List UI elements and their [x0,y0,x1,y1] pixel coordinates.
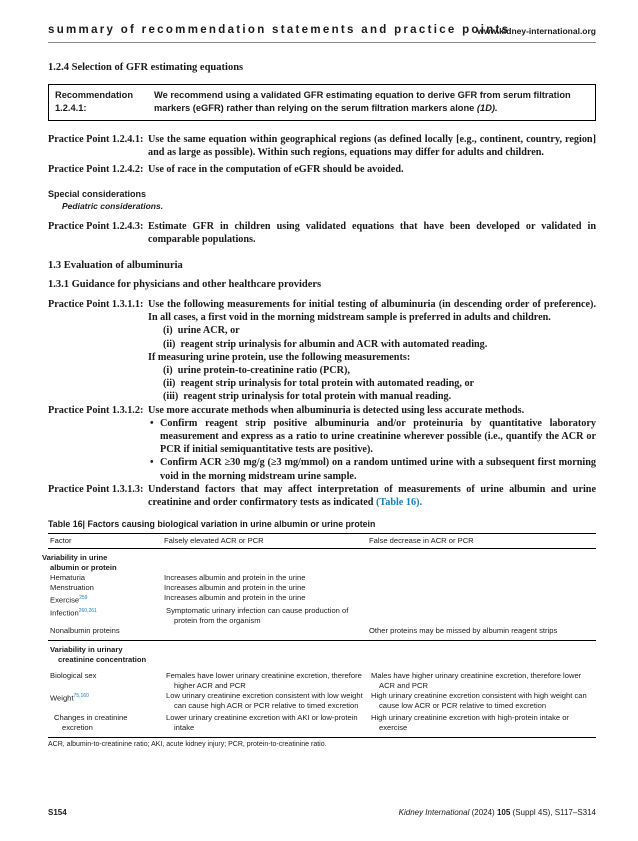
table-16-link[interactable]: (Table 16). [375,497,423,509]
bullet-icon: • [150,417,154,429]
decrease-cell [367,583,596,593]
practice-point-label: Practice Point 1.2.4.2: [48,164,144,176]
decrease-cell: Males have higher urinary creatinine excretion, therefore lower ACR and PCR [371,670,582,690]
elevated-cell: Increases albumin and protein in the urine [164,583,306,593]
practice-point-1-2-4-2 [48,163,596,176]
protein-intro: If measuring urine protein, use the following measurements: [148,351,411,363]
group-label: Variability in urinary creatinine concentration [48,640,162,671]
factor-cell: Menstruation [50,583,94,593]
pediatric-considerations-heading: Pediatric considerations. [62,200,164,211]
bullet-item: • Confirm ACR ≥30 mg/g (≥3 mg/mmol) on a random untimed urine with a subsequent first morning void in the morning midstream urine sample. [150,457,596,482]
practice-point-text: Use more accurate methods when albuminuria is detected using less accurate methods. [148,404,525,416]
elevated-cell: Symptomatic urinary infection can cause production of protein from the organism [166,605,349,625]
practice-point-label: Practice Point 1.3.1.2: [48,404,144,416]
column-header: Factor [48,534,162,549]
practice-point-text: Use the following measurements for initial testing of albuminuria (in descending order of preference). In all cases, a first void in the morning midstream sample is preferred in adults and children. [148,299,596,324]
factor-cell: Weight [50,693,74,703]
factor-cell: Changes in creatinine excretion [54,713,128,733]
elevated-cell: Females have lower urinary creatinine excretion, therefore higher ACR and PCR [166,670,362,690]
table-row [48,583,596,593]
table-row [48,573,596,583]
column-header: False decrease in ACR or PCR [367,534,596,549]
decrease-cell [367,606,596,626]
recommendation-box [48,84,596,121]
practice-point-1-3-1-1 [48,298,596,404]
practice-point-text: Use the same equation within geographical regions (as defined locally [e.g., continent, country, region] and as large as possible). Within such regions, equations may differ for adults and children. [148,134,596,159]
option-item: (ii) reagent strip urinalysis for total protein with automated reading, or [163,378,475,390]
decrease-cell: High urinary creatinine excretion consistent with high weight can cause low ACR or PCR relative to timed excretion [371,690,587,710]
group-row [48,549,596,574]
option-item: (iii) reagent strip urinalysis for total protein with manual reading. [163,391,452,403]
table-header-row [48,534,596,549]
practice-point-1-3-1-2 [48,404,596,483]
factor-cell: Hematuria [50,573,86,583]
group-label: Variability in urine albumin or protein [42,553,117,573]
journal-url[interactable]: www.kidney-international.org [477,26,596,36]
factor-cell: Infection [50,608,79,618]
practice-point-label: Practice Point 1.2.4.3: [48,220,144,232]
recommendation-label: Recommendation 1.2.4.1: [55,90,134,113]
citation-superscript[interactable]: 75,160 [73,692,89,699]
practice-point-1-3-1-3 [48,483,596,509]
elevated-cell: Lower urinary creatinine excretion with AKI or low-protein intake [166,713,358,733]
column-header: Falsely elevated ACR or PCR [162,534,367,549]
page-header [48,18,596,43]
table-row [48,671,596,691]
table-row [48,713,596,733]
journal-citation: Kidney International (2024) 105 (Suppl 4S), S117–S314 [398,808,596,817]
factors-table [42,533,596,733]
decrease-cell [367,593,596,606]
elevated-cell [162,626,367,641]
decrease-cell [367,573,596,583]
page-number: S154 [48,808,67,817]
recommendation-text: We recommend using a validated GFR estimating equation to derive GFR from serum filtration markers (eGFR) rather than relying on the serum filtration markers alone [154,90,571,113]
table-row [48,593,596,606]
bullet-icon: • [150,457,154,469]
practice-point-text: Understand factors that may affect interpretation of measurements of urine albumin and urine creatinine and order confirmatory tests as indicated [148,483,596,509]
practice-point-label: Practice Point 1.3.1.3: [48,483,144,495]
practice-point-1-2-4-3 [48,220,596,246]
group-row [48,640,596,671]
factor-cell: Biological sex [50,670,97,680]
practice-point-text: Estimate GFR in children using validated equations that have been developed or validated in comparable populations. [148,220,596,245]
practice-point-label: Practice Point 1.3.1.1: [48,299,144,311]
recommendation-grade: (1D). [476,103,498,113]
bullet-item: • Confirm reagent strip positive albuminuria and/or proteinuria by quantitative laboratory measurement and express as a ratio to urine creatinine wherever possible (i.e., quantify the ACR or PCR if initial semiquantitative tests are positive). [150,417,596,456]
elevated-cell: Increases albumin and protein in the urine [164,573,306,583]
table-row [48,606,596,626]
factor-cell: Exercise [50,595,80,605]
running-title: summary of recommendation statements and practice points [48,24,511,36]
section-heading-1-3-1: 1.3.1 Guidance for physicians and other healthcare providers [48,279,322,291]
special-considerations-heading: Special considerations [48,188,147,199]
section-heading-1-3: 1.3 Evaluation of albuminuria [48,260,183,272]
decrease-cell: Other proteins may be missed by albumin reagent strips [369,625,558,635]
practice-point-label: Practice Point 1.2.4.1: [48,134,144,145]
practice-point-text: Use of race in the computation of eGFR should be avoided. [148,164,404,176]
factor-cell: Nonalbumin proteins [50,625,120,635]
table-row [48,626,596,641]
table-row [48,691,596,714]
table-caption: Table 16| Factors causing biological variation in urine albumin or urine protein [48,519,376,530]
citation-superscript[interactable]: 260,261 [78,607,97,614]
option-item: (i) urine protein-to-creatinine ratio (PCR), [163,365,350,377]
citation-superscript[interactable]: 259 [79,595,88,602]
elevated-cell: Increases albumin and protein in the urine [164,593,306,603]
option-item: (ii) reagent strip urinalysis for albumin and ACR with automated reading. [163,338,488,350]
section-heading-1-2-4: 1.2.4 Selection of GFR estimating equations [48,62,244,73]
main-content [42,62,596,749]
table-footnote: ACR, albumin-to-creatinine ratio; AKI, acute kidney injury; PCR, protein-to-creatinine ratio. [48,737,596,748]
practice-point-1-2-4-1 [48,133,596,159]
decrease-cell: High urinary creatinine excretion with high-protein intake or exercise [371,713,569,733]
option-item: (i) urine ACR, or [163,325,240,337]
elevated-cell: Low urinary creatinine excretion consistent with low weight can cause high ACR or PCR relative to timed excretion [166,690,363,710]
